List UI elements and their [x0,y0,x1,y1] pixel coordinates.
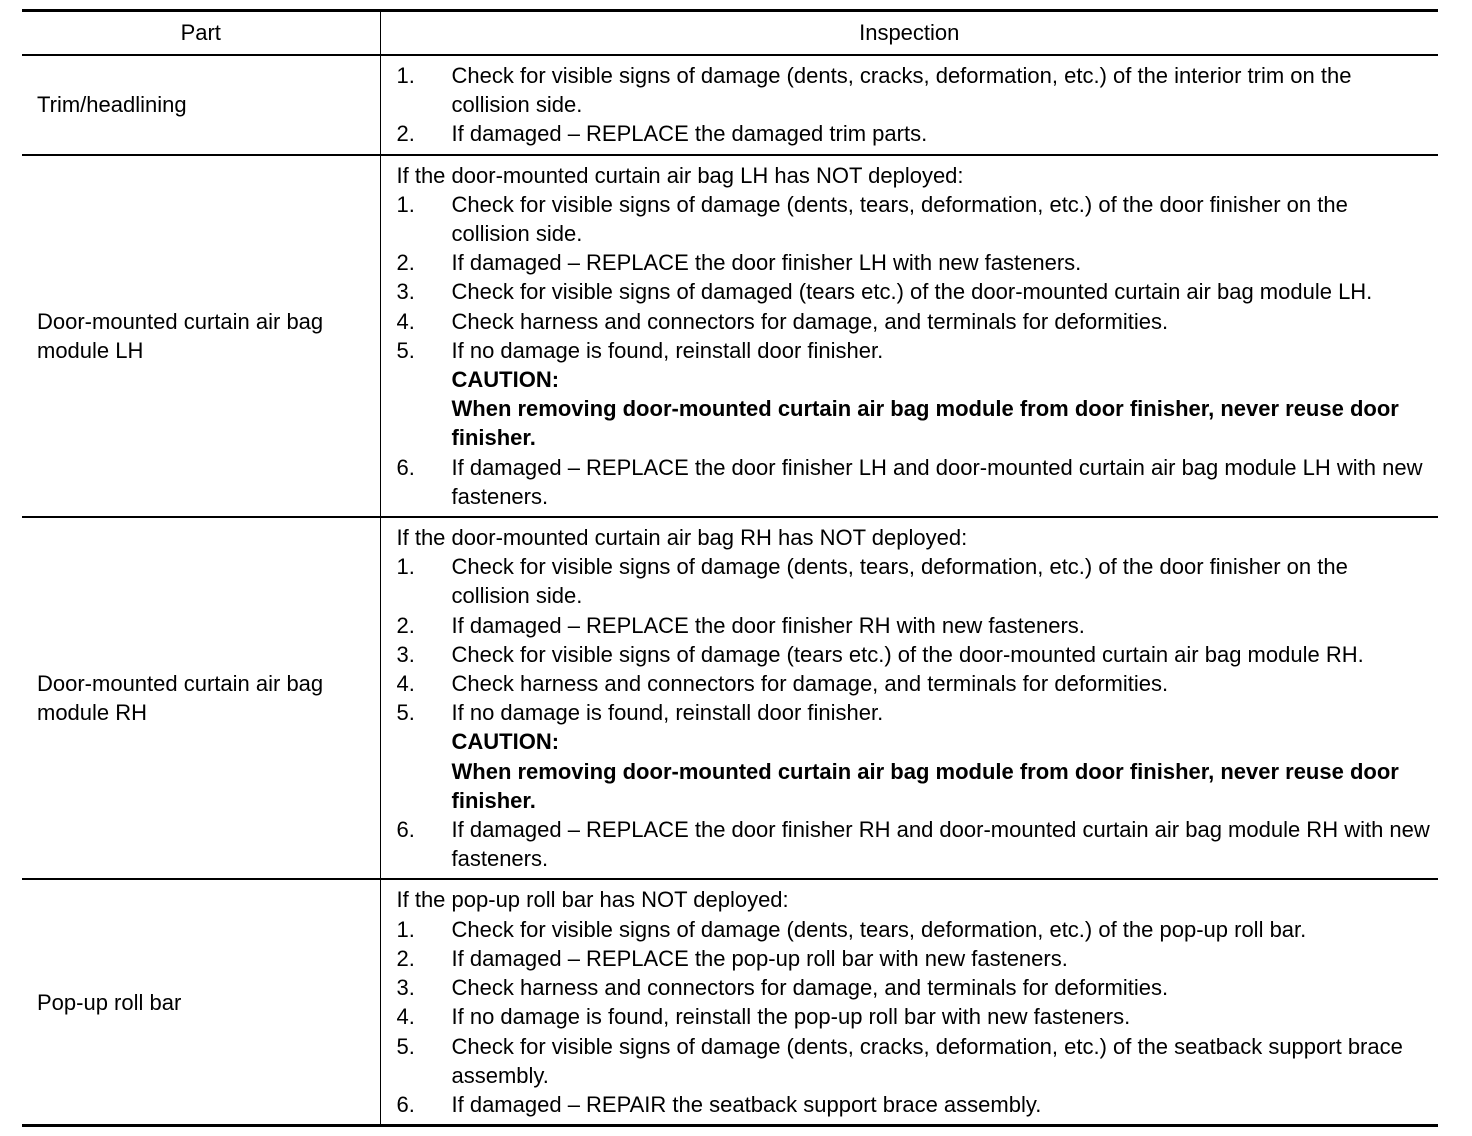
step-number: 2. [396,121,415,147]
step-number: 3. [396,975,415,1001]
inspection-cell [380,155,1438,517]
step-text: Check for visible signs of damage (dents, tears, deformation, etc.) of the pop-up roll bar. [451,916,1307,942]
step-item [397,915,1431,944]
step-body [452,190,1431,248]
step-item [397,336,1431,453]
step-number: 6. [396,1091,415,1117]
table-row [22,517,1438,879]
step-item [397,669,1431,698]
step-body [452,611,1431,640]
step-item [397,1090,1431,1119]
step-body [452,973,1431,1002]
step-body [452,1090,1431,1119]
step-item [397,552,1431,610]
step-body [452,119,1431,148]
step-list [397,190,1431,511]
step-text: Check for visible signs of damaged (tears etc.) of the door-mounted curtain air bag module LH. [451,279,1373,305]
step-body [452,815,1431,873]
step-text: If damaged – REPLACE the damaged trim parts. [451,121,928,147]
step-number: 6. [396,454,415,480]
step-number: 4. [396,308,415,334]
step-item [397,698,1431,815]
column-header-part: Part [22,11,380,56]
part-cell: Door-mounted curtain air bag module RH [22,517,380,879]
table-header-row [22,11,1438,56]
caution-label: CAUTION: [451,367,560,393]
step-number: 2. [396,945,415,971]
step-text: If damaged – REPLACE the pop-up roll bar with new fasteners. [451,945,1068,971]
step-body [452,277,1431,306]
step-text: If damaged – REPAIR the seatback support brace assembly. [451,1091,1042,1117]
table-row [22,879,1438,1125]
step-text: Check harness and connectors for damage, and terminals for deformities. [451,671,1169,697]
step-item [397,248,1431,277]
step-number: 1. [396,191,415,217]
step-item [397,307,1431,336]
step-text: Check for visible signs of damage (dents, tears, deformation, etc.) of the door finisher on the collision side. [451,191,1348,247]
step-item [397,611,1431,640]
step-body [452,336,1431,453]
step-body [452,61,1431,119]
step-item [397,190,1431,248]
part-cell: Trim/headlining [22,55,380,155]
step-text: If damaged – REPLACE the door finisher LH and door-mounted curtain air bag module LH with new fasteners. [451,454,1423,509]
step-text: Check for visible signs of damage (dents, tears, deformation, etc.) of the door finisher on the collision side. [451,554,1348,609]
inspection-cell [380,55,1438,155]
step-number: 3. [396,641,415,667]
step-number: 2. [396,250,415,276]
step-text: If no damage is found, reinstall door finisher. [451,337,884,363]
inspection-intro: If the door-mounted curtain air bag RH has NOT deployed: [396,525,968,551]
caution-text: When removing door-mounted curtain air bag module from door finisher, never reuse door finisher. [451,758,1399,813]
step-text: If no damage is found, reinstall door finisher. [451,700,884,726]
step-text: Check for visible signs of damage (tears etc.) of the door-mounted curtain air bag module RH. [451,641,1364,667]
caution-text: When removing door-mounted curtain air bag module from door finisher, never reuse door finisher. [451,396,1399,451]
step-body [452,944,1431,973]
step-item [397,453,1431,511]
step-number: 1. [396,554,415,580]
step-number: 4. [396,671,415,697]
step-text: If damaged – REPLACE the door finisher RH with new fasteners. [451,612,1085,638]
inspection-intro: If the door-mounted curtain air bag LH has NOT deployed: [396,162,964,188]
step-body [452,1002,1431,1031]
step-body [452,640,1431,669]
part-cell: Pop-up roll bar [22,879,380,1125]
step-number: 4. [396,1004,415,1030]
step-body [452,307,1431,336]
step-text: If damaged – REPLACE the door finisher LH with new fasteners. [451,250,1082,276]
step-item [397,944,1431,973]
step-number: 2. [396,612,415,638]
step-number: 5. [396,700,415,726]
step-body [452,453,1431,511]
step-number: 1. [396,63,415,88]
step-body [452,248,1431,277]
column-header-inspection: Inspection [380,11,1438,56]
step-number: 6. [396,817,415,843]
step-number: 5. [396,1033,415,1059]
step-text: Check for visible signs of damage (dents, cracks, deformation, etc.) of the seatback support brace assembly. [451,1033,1403,1088]
step-number: 5. [396,337,415,363]
table-body [22,55,1438,1126]
step-number: 1. [396,916,415,942]
step-item [397,1032,1431,1090]
step-item [397,119,1431,148]
step-body [452,669,1431,698]
step-list [397,552,1431,873]
step-body [452,698,1431,815]
inspection-cell [380,879,1438,1125]
step-item [397,277,1431,306]
inspection-table [22,9,1438,1127]
part-cell: Door-mounted curtain air bag module LH [22,155,380,517]
step-body [452,915,1431,944]
step-text: Check harness and connectors for damage, and terminals for deformities. [451,308,1169,334]
table-row [22,55,1438,155]
step-number: 3. [396,279,415,305]
step-item [397,815,1431,873]
table-row [22,155,1438,517]
step-item [397,61,1431,119]
step-body [452,1032,1431,1090]
step-item [397,1002,1431,1031]
step-text: If damaged – REPLACE the door finisher RH and door-mounted curtain air bag module RH with new fasteners. [451,817,1430,872]
step-list [397,61,1431,149]
step-text: Check harness and connectors for damage, and terminals for deformities. [451,975,1169,1001]
step-body [452,552,1431,610]
inspection-cell [380,517,1438,879]
inspection-intro: If the pop-up roll bar has NOT deployed: [396,887,789,913]
step-text: If no damage is found, reinstall the pop-up roll bar with new fasteners. [451,1004,1131,1030]
caution-label: CAUTION: [451,729,560,755]
step-item [397,640,1431,669]
step-text: Check for visible signs of damage (dents, cracks, deformation, etc.) of the interior trim on the collision side. [451,63,1352,118]
step-list [397,915,1431,1119]
step-item [397,973,1431,1002]
